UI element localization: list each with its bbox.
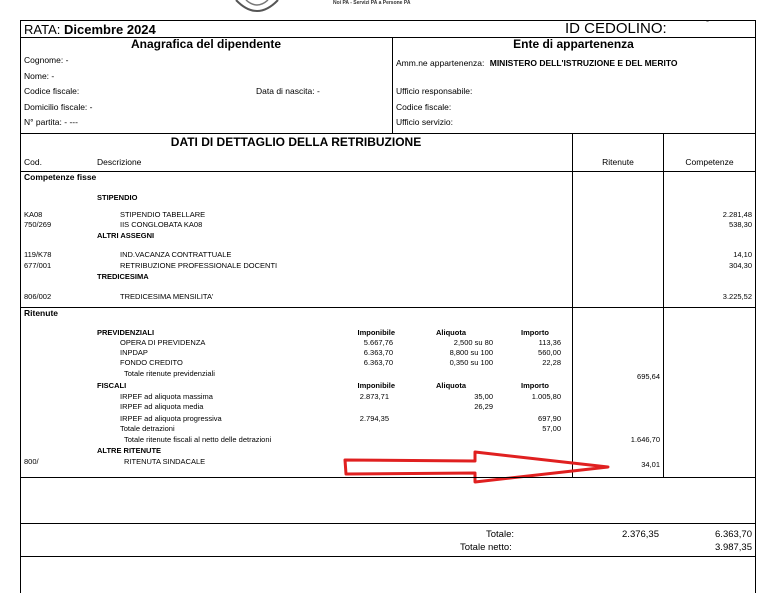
rata-label xyxy=(24,22,156,37)
col-cod: Cod. xyxy=(24,157,42,167)
previdenziali-heading: PREVIDENZIALI xyxy=(97,328,155,337)
arrow-right-icon xyxy=(340,448,615,488)
importo-irpef-massima: 1.005,80 xyxy=(531,392,561,401)
desc-retribuzione-professionale: RETRIBUZIONE PROFESSIONALE DOCENTI xyxy=(120,261,278,270)
desc-ritenuta-sindacale: RITENUTA SINDACALE xyxy=(124,457,206,466)
desc-irpef-media: IRPEF ad aliquota media xyxy=(120,402,204,411)
tredicesima-heading: TREDICESIMA xyxy=(97,272,149,281)
ritenuta-sindacale-value: 34,01 xyxy=(641,460,660,469)
dettaglio-title: DATI DI DETTAGLIO DELLA RETRIBUZIONE xyxy=(170,135,422,149)
imp-irpef-progressiva: 2.794,35 xyxy=(359,414,389,423)
ufficio-servizio-field: Ufficio servizio: xyxy=(396,117,453,127)
importo-opera-previdenza: 113,36 xyxy=(538,338,561,347)
h-importo-prev: Importo xyxy=(521,328,549,337)
stipendio-heading: STIPENDIO xyxy=(97,193,138,202)
desc-irpef-massima: IRPEF ad aliquota massima xyxy=(120,392,213,401)
desc-ind-vacanza: IND.VACANZA CONTRATTUALE xyxy=(120,250,232,259)
col-ritenute: Ritenute xyxy=(602,157,634,167)
ufficio-responsabile-field: Ufficio responsabile: xyxy=(396,86,473,96)
desc-stipendio-tabellare: STIPENDIO TABELLARE xyxy=(120,210,206,219)
desc-inpdap: INPDAP xyxy=(120,348,148,357)
altri-assegni-heading: ALTRI ASSEGNI xyxy=(97,231,155,240)
altre-ritenute-heading: ALTRE RITENUTE xyxy=(97,446,162,455)
h-imponibile-prev: Imponibile xyxy=(357,328,395,337)
tot-prev-label: Totale ritenute previdenziali xyxy=(124,369,215,378)
codice-fiscale-field: Codice fiscale: xyxy=(24,86,80,96)
comp-stipendio-tabellare: 2.281,48 xyxy=(722,210,752,219)
desc-tredicesima-mensilita: TREDICESIMA MENSILITA' xyxy=(120,292,214,301)
partita-field: N° partita: - --- xyxy=(24,117,78,127)
totale-ritenute: 2.376,35 xyxy=(622,529,659,540)
aliq-inpdap: 8,800 su 100 xyxy=(449,348,493,357)
cognome-field: Cognome: - xyxy=(24,55,69,65)
ente-title: Ente di appartenenza xyxy=(513,37,634,51)
tot-fisc-value: 1.646,70 xyxy=(630,435,660,444)
cod-677-001: 677/001 xyxy=(24,261,52,270)
rata-value: Dicembre 2024 xyxy=(63,22,156,37)
rata-label-text: RATA: xyxy=(24,22,61,37)
comp-tredicesima-mensilita: 3.225,52 xyxy=(722,292,752,301)
importo-totale-detrazioni: 57,00 xyxy=(542,424,561,433)
ritenute-section: Ritenute xyxy=(24,308,58,318)
h-aliquota-fisc: Aliquota xyxy=(436,381,466,390)
cod-ka08: KA08 xyxy=(24,210,43,219)
cod-119-k78: 119/K78 xyxy=(24,250,52,259)
comp-ind-vacanza: 14,10 xyxy=(733,250,752,259)
tot-fisc-label: Totale ritenute fiscali al netto delle detrazioni xyxy=(124,435,272,444)
desc-fondo-credito: FONDO CREDITO xyxy=(120,358,183,367)
nome-field: Nome: - xyxy=(24,71,55,81)
cod-806-002: 806/002 xyxy=(24,292,52,301)
comp-iis-conglobata: 538,30 xyxy=(729,220,752,229)
col-descrizione: Descrizione xyxy=(97,157,142,167)
fiscali-heading: FISCALI xyxy=(97,381,127,390)
desc-iis-conglobata: IIS CONGLOBATA KA08 xyxy=(120,220,203,229)
importo-irpef-progressiva: 697,90 xyxy=(538,414,561,423)
h-imponibile-fisc: Imponibile xyxy=(357,381,395,390)
h-aliquota-prev: Aliquota xyxy=(436,328,466,337)
imp-fondo-credito: 6.363,70 xyxy=(363,358,393,367)
desc-irpef-progressiva: IRPEF ad aliquota progressiva xyxy=(120,414,222,423)
totale-label: Totale: xyxy=(486,529,514,540)
cod-750-269: 750/269 xyxy=(24,220,52,229)
desc-totale-detrazioni: Totale detrazioni xyxy=(120,424,175,433)
data-nascita-field: Data di nascita: - xyxy=(256,86,320,96)
aliq-irpef-massima: 35,00 xyxy=(474,392,493,401)
totale-netto-label: Totale netto: xyxy=(460,542,512,553)
anagrafica-title: Anagrafica del dipendente xyxy=(130,37,282,51)
col-competenze: Competenze xyxy=(685,157,734,167)
totale-competenze: 6.363,70 xyxy=(715,529,752,540)
totale-netto-value: 3.987,35 xyxy=(715,542,752,553)
logo-caption: Noi PA - Servizi PA a Persone PA xyxy=(333,0,411,6)
amministrazione-field xyxy=(396,58,678,68)
emblem-icon xyxy=(232,0,282,14)
aliq-irpef-media: 26,29 xyxy=(474,402,493,411)
aliq-opera-previdenza: 2,500 su 80 xyxy=(453,338,493,347)
h-importo-fisc: Importo xyxy=(521,381,549,390)
imp-inpdap: 6.363,70 xyxy=(363,348,393,357)
imp-irpef-massima: 2.873,71 xyxy=(359,392,389,401)
imp-opera-previdenza: 5.667,76 xyxy=(363,338,393,347)
amministrazione-label: Amm.ne appartenenza: xyxy=(396,58,485,68)
domicilio-field: Domicilio fiscale: - xyxy=(24,102,93,112)
cedolino-value: - xyxy=(706,16,709,26)
cedolino-label: ID CEDOLINO: xyxy=(565,20,667,37)
cod-800: 800/ xyxy=(24,457,39,466)
tot-prev-value: 695,64 xyxy=(637,372,660,381)
importo-fondo-credito: 22,28 xyxy=(542,358,561,367)
desc-opera-previdenza: OPERA DI PREVIDENZA xyxy=(120,338,206,347)
amministrazione-value: MINISTERO DELL'ISTRUZIONE E DEL MERITO xyxy=(489,58,678,68)
ente-codice-fiscale-field: Codice fiscale: xyxy=(396,102,452,112)
comp-retribuzione-professionale: 304,30 xyxy=(729,261,752,270)
competenze-section: Competenze fisse xyxy=(24,172,97,182)
aliq-fondo-credito: 0,350 su 100 xyxy=(449,358,493,367)
importo-inpdap: 560,00 xyxy=(538,348,561,357)
